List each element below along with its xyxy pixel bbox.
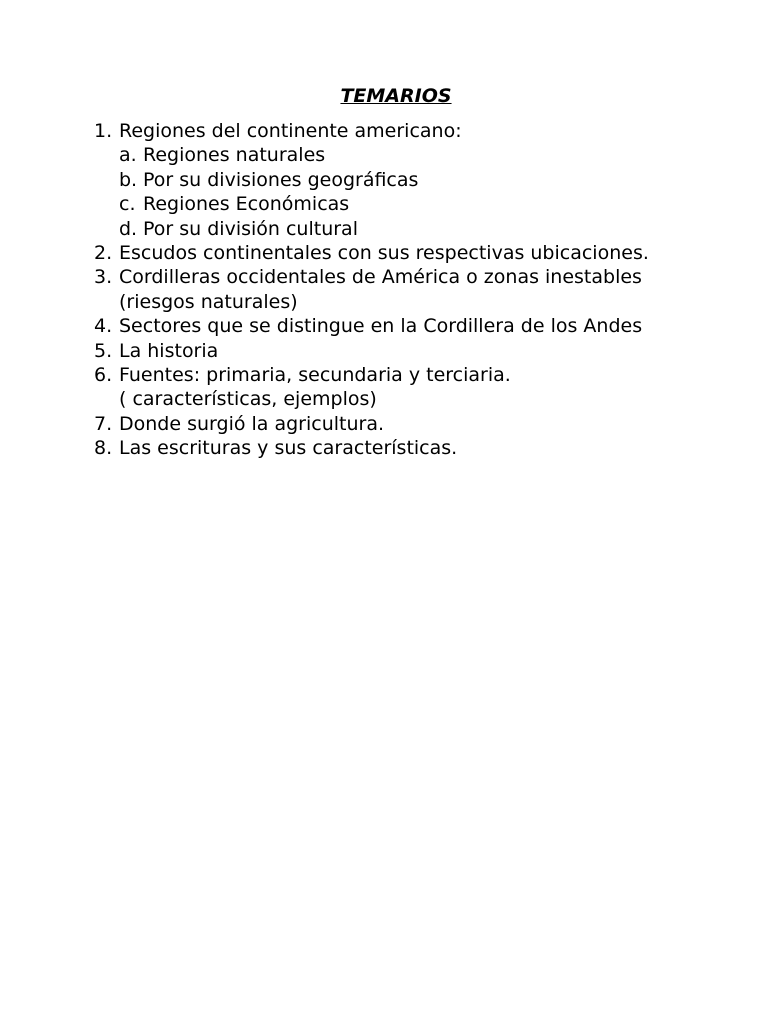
sub-item-text: Regiones naturales — [143, 144, 326, 167]
item-continuation: (riesgos naturales) — [119, 290, 298, 313]
sub-item-text: Por su divisiones geográficas — [143, 168, 419, 191]
sub-item-letter: a. — [119, 144, 137, 167]
list-item — [94, 436, 754, 460]
sub-item-text: Por su división cultural — [143, 217, 358, 240]
document-title: TEMARIOS — [340, 85, 452, 107]
item-text: Cordilleras occidentales de América o zonas inestables — [119, 266, 642, 289]
item-number: 8. — [94, 437, 113, 460]
sub-item-letter: d. — [119, 217, 138, 240]
item-continuation: ( características, ejemplos) — [119, 388, 377, 411]
list-item — [94, 265, 754, 289]
topic-list — [94, 119, 754, 461]
item-text: Regiones del continente americano: — [119, 120, 462, 142]
list-item — [94, 412, 754, 436]
item-number: 5. — [94, 339, 113, 362]
item-number: 6. — [94, 364, 113, 387]
item-text: Las escrituras y sus características. — [119, 437, 458, 460]
item-number: 1. — [94, 120, 113, 142]
list-item — [94, 241, 754, 265]
item-number: 4. — [94, 315, 113, 338]
list-item — [94, 119, 754, 143]
item-text: Donde surgió la agricultura. — [119, 412, 385, 435]
list-item — [94, 363, 754, 387]
sub-item — [119, 143, 754, 167]
item-text: La historia — [119, 339, 219, 362]
sub-item-letter: c. — [119, 193, 136, 216]
sub-item — [119, 168, 754, 192]
item-text: Sectores que se distingue en la Cordillera de los Andes — [119, 315, 643, 338]
item-number: 2. — [94, 242, 113, 265]
sub-item-text: Regiones Económicas — [143, 193, 350, 216]
item-number: 7. — [94, 412, 113, 435]
item-text: Fuentes: primaria, secundaria y terciaria. — [119, 364, 511, 387]
sub-item — [119, 192, 754, 216]
sub-item — [119, 217, 754, 241]
list-item — [94, 339, 754, 363]
list-item — [94, 314, 754, 338]
item-number: 3. — [94, 266, 113, 289]
sub-item-letter: b. — [119, 168, 138, 191]
item-text: Escudos continentales con sus respectivas ubicaciones. — [119, 242, 649, 265]
